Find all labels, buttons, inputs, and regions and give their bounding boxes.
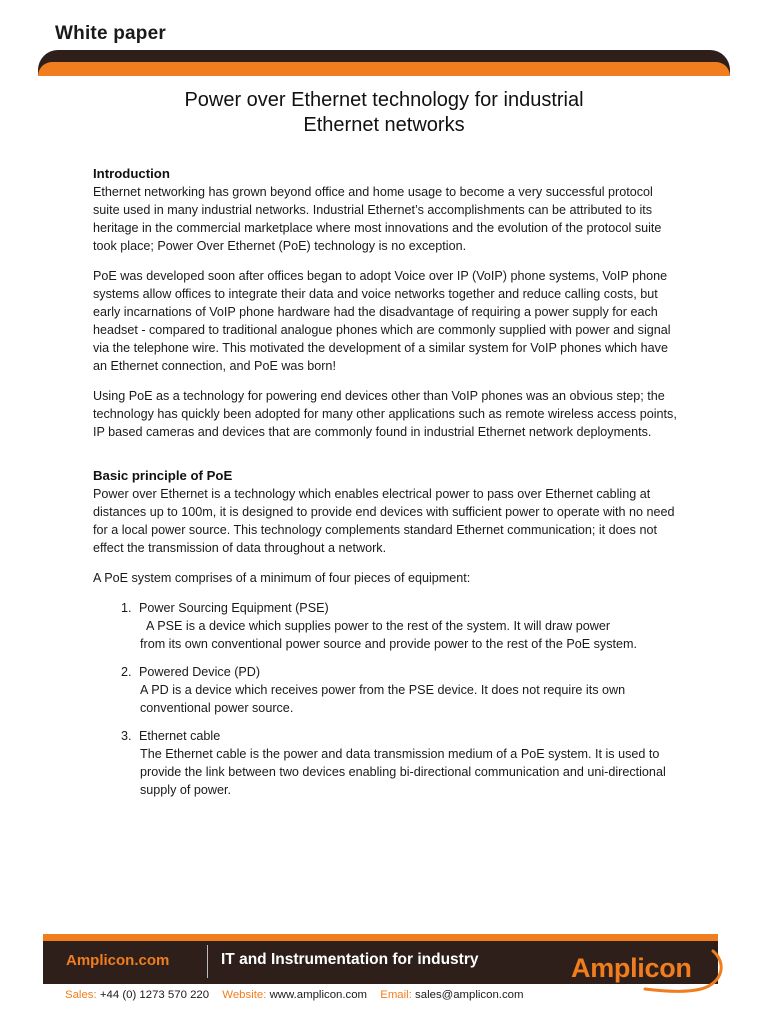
- basic-paragraph-2: A PoE system comprises of a minimum of four pieces of equipment:: [93, 571, 471, 585]
- footer-tagline: IT and Instrumentation for industry: [221, 951, 479, 968]
- list-item-body: A PD is a device which receives power from the PSE device. It does not require its own conventional power source.: [140, 683, 626, 715]
- list-item-title: Powered Device (PD): [139, 665, 261, 679]
- list-item-title: Ethernet cable: [139, 729, 221, 743]
- list-item-title-row: [93, 727, 678, 745]
- intro-paragraph-3: Using PoE as a technology for powering end devices other than VoIP phones was an obvious step; the technology has quickly been adopted for many other applications such as remote wireless access points, IP based cameras and devices that are commonly found in industrial Ethernet network deployments.: [93, 389, 677, 439]
- list-item-number: 3.: [121, 729, 132, 743]
- page-title-line-1: Power over Ethernet technology for industrial: [184, 89, 584, 111]
- logo-wordmark: Amplicon: [571, 953, 692, 983]
- list-item-number: 2.: [121, 665, 132, 679]
- section-heading-basic-principle: Basic principle of PoE: [93, 468, 233, 483]
- intro-paragraph-2: PoE was developed soon after offices began to adopt Voice over IP (VoIP) phone systems, VoIP phone systems allow offices to integrate their data and voice networks together and reduce calling costs, but early incarnations of VoIP phone hardware had the disadvantage of requiring a power supply for each headset - compared to traditional analogue phones which are commonly supplied with power and signal via the telephone wire. This motivated the development of a similar system for VoIP phones which have an Ethernet connection, and PoE was born!: [93, 269, 671, 373]
- header-label: White paper: [55, 23, 166, 44]
- list-item-title: Power Sourcing Equipment (PSE): [139, 601, 329, 615]
- email-link[interactable]: sales@amplicon.com: [415, 989, 524, 1001]
- header-band: [38, 50, 730, 76]
- equipment-list: [93, 599, 678, 799]
- list-item-body-continuation: from its own conventional power source and provide power to the rest of the PoE system.: [140, 637, 638, 651]
- list-item-title-row: [93, 663, 678, 681]
- page-title-line-2: Ethernet networks: [303, 114, 465, 136]
- sales-label: Sales:: [65, 989, 97, 1001]
- list-item: [93, 727, 678, 799]
- list-item-number: 1.: [121, 601, 132, 615]
- list-item-title-row: [93, 599, 678, 617]
- website-link[interactable]: www.amplicon.com: [269, 989, 368, 1001]
- footer-site-link[interactable]: Amplicon.com: [66, 952, 170, 969]
- amplicon-logo: [565, 945, 725, 995]
- list-item: [93, 663, 678, 717]
- document-body: [93, 165, 678, 809]
- sales-phone[interactable]: +44 (0) 1273 570 220: [99, 989, 210, 1001]
- footer-divider: [207, 945, 208, 978]
- page-title: [60, 88, 708, 138]
- list-item-body: The Ethernet cable is the power and data transmission medium of a PoE system. It is used to provide the link between two devices enabling bi-directional communication and uni-directional supply of power.: [140, 747, 666, 797]
- intro-paragraph-1: Ethernet networking has grown beyond office and home usage to become a very successful protocol suite used in many industrial networks. Industrial Ethernet’s accomplishments can be attributed to its heritage in the commercial marketplace where most innovations and the evolution of the protocol suite took place; Power Over Ethernet (PoE) technology is no exception.: [93, 185, 662, 253]
- list-item: [93, 599, 678, 653]
- section-gap: [93, 453, 678, 467]
- list-item-body-first-line: A PSE is a device which supplies power to the rest of the system. It will draw power: [146, 619, 611, 633]
- section-heading-introduction: Introduction: [93, 166, 170, 181]
- website-label: Website:: [222, 989, 267, 1001]
- list-item-body: [93, 617, 678, 653]
- footer-accent-line: [43, 934, 718, 941]
- email-label: Email:: [380, 989, 412, 1001]
- basic-paragraph-1: Power over Ethernet is a technology which enables electrical power to pass over Ethernet cabling at distances up to 100m, it is designed to provide end devices with sufficient power to operate with no need for a local power source. This technology complements standard Ethernet communication; it does not effect the transmission of data throughout a network.: [93, 487, 675, 555]
- footer-contact: [65, 989, 533, 1001]
